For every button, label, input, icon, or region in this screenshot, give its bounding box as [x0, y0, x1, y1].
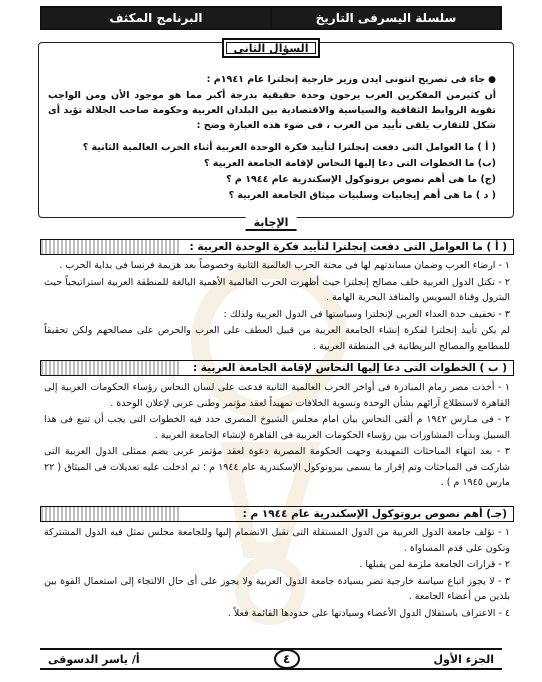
- question-item: (ج) ما هى أهم نصوص بروتوكول الإسكندرية عام ١٩٤٤ م ؟: [226, 174, 496, 185]
- section-c-point: ٢ - قرارات الجامعة ملزمة لمن يقبلها .: [359, 559, 510, 570]
- question-title: السؤال الثانى: [222, 38, 320, 58]
- page-header: [40, 6, 502, 30]
- page-number: ٤: [274, 649, 300, 669]
- answer-title: الإجابة: [246, 216, 297, 231]
- section-c-body: [44, 525, 510, 622]
- question-item: ( د ) ما هى أهم إيجابيات وسلبيات ميثاق الجامعة العربية ؟: [228, 190, 496, 201]
- intro-line-2: أن كثيرمن المفكرين العرب يرجون وحدة حقيقية بدرجة أكبر مما هو موجود الأن ومن الواجب تقوية الروابط الثقافية والسياسية والاقتصادية بين البلدان العربية وحكومة صاحب الجلالة تؤيد أى شكل للتقارب يلقى تأييد من العرب ، فى ضوء هذه العبارة وضح :: [48, 90, 496, 131]
- program-title: البرنامج المكثف: [42, 8, 270, 28]
- page-footer: [40, 648, 502, 670]
- section-b-body: [44, 380, 510, 492]
- bullet-icon: ●: [488, 75, 496, 85]
- section-b-point: ٢ - فى مـارس ١٩٤٢ م ألقى النحاس بيان امام مجلس الشيوخ المصرى حدد فيه الخطوات التى يجب أن تتبع فى هذا السبيل وبدأت المشاورات بين رؤساء الحكومات العربية فى القاهرة لإنشاء الجامعة العربية .: [44, 414, 510, 441]
- section-a-conclusion: لم يكن تأييد إنجلترا لفكرة إنشاء الجامعة العربية من قبيل العطف على العرب والحرص على مصالحهم ولكن تحقيقاً للمطامع والمصالح البريطانية فى المنطقة العربية .: [44, 325, 510, 352]
- section-a-point: ٢ - تكتل الدول العربية خلف مصالح إنجلترا حيث أظهرت الحرب العالمية الأهمية البالغة للمنطقة العربية استراتيجياً حيث البترول وقناة السويس والمنافذ البحرية الهامة .: [44, 276, 510, 303]
- section-c-point: ١ - تؤلف جامعة الدول العربية من الدول المستقلة التى تقبل الانضمام إليها وللجامعة مجلس تمثل فيه الدول المشتركة وتكون على قدم المساواة .: [44, 527, 510, 554]
- section-c-point: ٤ - الاعتراف باستقلال الدول الأعضاء وسيادتها على حدودها القائمة فعلاً .: [227, 607, 510, 619]
- question-item: ( أ ) ما العوامل التى دفعت إنجلترا لتأييد فكرة الوحدة العربية أثناء الحرب العالمية الثانية ؟: [82, 142, 496, 153]
- section-c-title: (جـ) أهم نصوص بروتوكول الإسكندرية عام ١٩٤٤ م :: [40, 506, 514, 522]
- section-a-point: ٣ - تخفيف حدة العداء العربى لإنجلترا وسياستها فى الدول العربية ولذلك :: [223, 308, 510, 320]
- section-b-title: ( ب ) الخطوات التى دعا إليها النحاس لإقامة الجامعة العربية :: [40, 360, 514, 376]
- footer-author: أ/ ياسر الدسوقى: [48, 652, 140, 666]
- section-c-point: ٣ - لا يجوز اتباع سياسة خارجية تضر بسيادة جامعة الدول العربية ولا يجوز على أى حال الالتجاء إلى استعمال القوة بين بلدين من أعضاء الجامعة .: [44, 575, 510, 602]
- question-list: [48, 140, 496, 204]
- series-title: سلسلة اليسرفى التاريخ: [270, 8, 500, 28]
- intro-line-1: ●جاء فى تصريح انتونى ايدن وزير خارجية إنجلترا عام ١٩٤١م :: [206, 74, 496, 85]
- section-b-point: ٣ - بعد انتهاء المباحثات التمهيدية وجهت الحكومة المصرية دعوة لعقد مؤتمر عربى يضم ممثلى الدول العربية التى شاركت فى المباحثات وتم إقرار ما يسمى ببروتوكول الإسكندرية عام ١٩٤٤ م ؛ ثم ادخلت عليه تعديلات فى الميثاق ( ٢٢ مارس ١٩٤٥ م ) .: [44, 446, 510, 488]
- footer-part: الجزء الأول: [433, 652, 494, 666]
- question-item: (ب) ما الخطوات التى دعا إليها النحاس لإقامة الجامعة العربية ؟: [203, 158, 496, 169]
- section-a-point: ١ - ارضاء العرب وضمان مساندتهم لها فى محنة الحرب العالمية الثانية وخصوصاً بعد هزيمة فرنسا فى بداية الحرب .: [59, 260, 510, 271]
- question-intro: [48, 72, 496, 133]
- section-a-title: ( أ ) ما العوامل التى دفعت إنجلترا لتأييد فكرة الوحدة العربية :: [40, 239, 514, 255]
- section-a-body: [44, 258, 510, 355]
- section-b-point: ١ - أخذت مصر زمام المبادرة فى أواخر الحرب العالمية الثانية فدعت على لسان النحاس رؤساء الحكومات العربية إلى القاهرة لاستطلاع آرائهم بشأن الوحدة وتسوية الخلافات تمهيداً لعقد مؤتمر وطنى عربى لإعلان الوحدة .: [44, 382, 510, 409]
